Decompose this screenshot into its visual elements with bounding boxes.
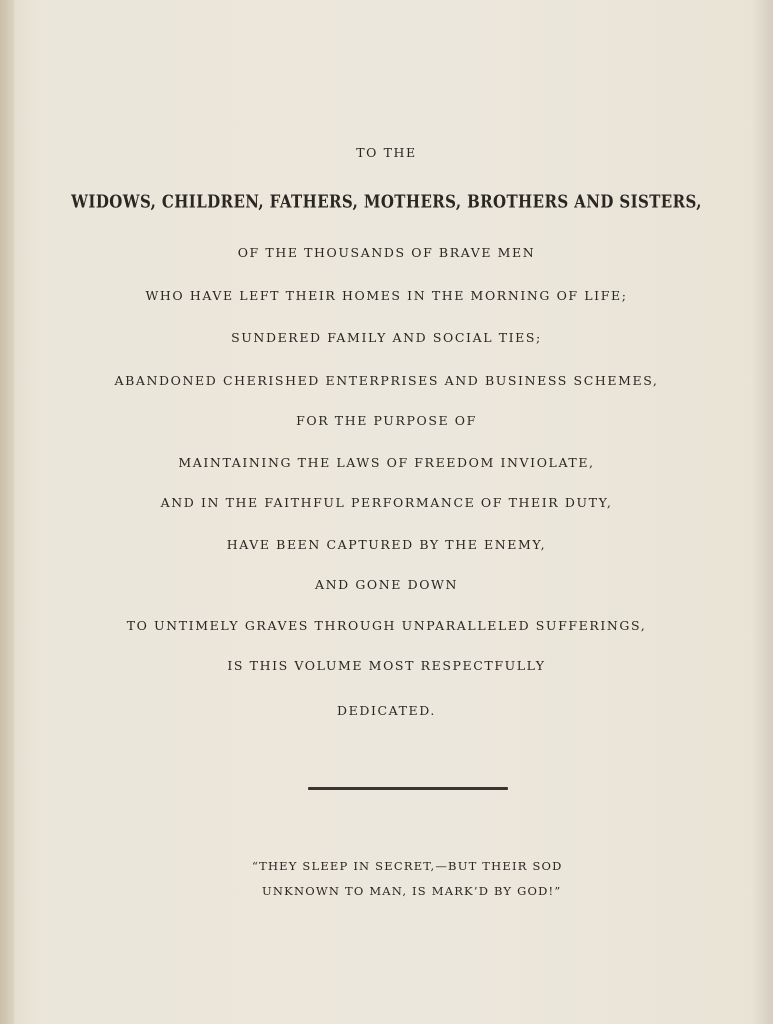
dedication-line-8: HAVE BEEN CAPTURED BY THE ENEMY, <box>226 537 547 552</box>
dedication-line-1: OF THE THOUSANDS OF BRAVE MEN <box>237 245 536 260</box>
epigraph-line-2: UNKNOWN TO MAN, IS MARK’D BY GOD!” <box>262 884 562 898</box>
dedication-line-3: SUNDERED FAMILY AND SOCIAL TIES; <box>231 330 542 345</box>
dedication-line-6: MAINTAINING THE LAWS OF FREEDOM INVIOLATE, <box>178 455 595 470</box>
dedicated-closing: DEDICATED. <box>336 703 437 718</box>
dedication-line-11: IS THIS VOLUME MOST RESPECTFULLY <box>227 658 546 673</box>
recipients-line: WIDOWS, CHILDREN, FATHERS, MOTHERS, BROTHERS AND SISTERS, <box>71 191 702 213</box>
epigraph-line-1: “THEY SLEEP IN SECRET,—BUT THEIR SOD <box>252 859 563 873</box>
dedication-line-4: ABANDONED CHERISHED ENTERPRISES AND BUSINESS SCHEMES, <box>114 373 659 388</box>
dedication-line-5: FOR THE PURPOSE OF <box>296 413 477 428</box>
divider-rule <box>308 787 508 790</box>
dedication-line-10: TO UNTIMELY GRAVES THROUGH UNPARALLELED SUFFERINGS, <box>126 618 647 633</box>
dedication-line-2: WHO HAVE LEFT THEIR HOMES IN THE MORNING OF LIFE; <box>145 288 628 303</box>
dedication-line-7: AND IN THE FAITHFUL PERFORMANCE OF THEIR DUTY, <box>160 495 613 510</box>
to-the-heading: TO THE <box>356 145 417 160</box>
dedication-line-9: AND GONE DOWN <box>314 577 459 592</box>
